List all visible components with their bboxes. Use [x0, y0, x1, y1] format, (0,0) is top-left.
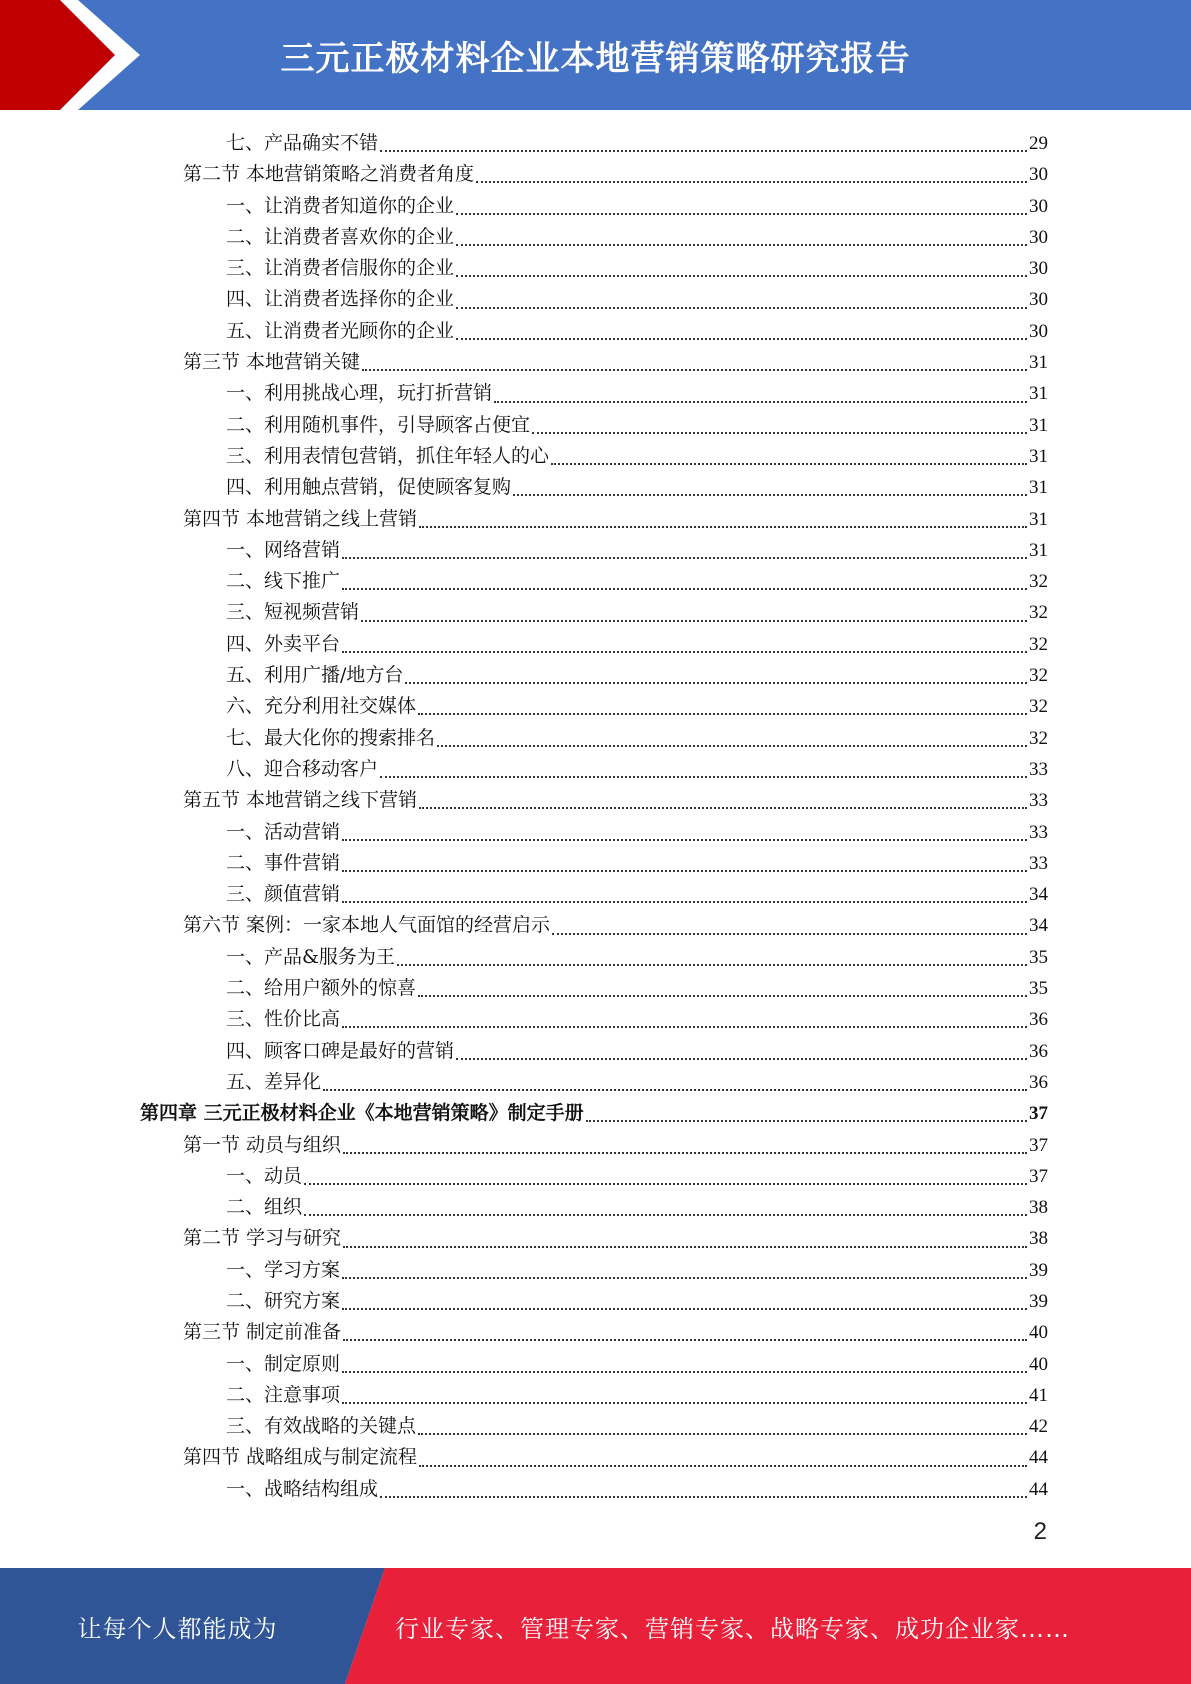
toc-entry-title: 二、注意事项: [226, 1383, 341, 1406]
toc-entry-page: 33: [1029, 790, 1048, 812]
toc-entry-title: 四、让消费者选择你的企业: [226, 288, 455, 311]
toc-dot-leader: [532, 431, 1027, 434]
toc-entry[interactable]: [140, 597, 1048, 628]
toc-entry-page: 30: [1029, 289, 1048, 311]
toc-entry-page: 31: [1029, 352, 1048, 374]
toc-dot-leader: [380, 149, 1027, 152]
toc-entry-title: 三、利用表情包营销，抓住年轻人的心: [226, 444, 550, 467]
toc-entry-title: 二、给用户额外的惊喜: [226, 977, 417, 1000]
toc-entry-title: 七、最大化你的搜索排名: [226, 726, 436, 749]
toc-entry-page: 34: [1029, 915, 1048, 937]
toc-entry-title: 二、组织: [226, 1196, 303, 1219]
toc-entry-title: 一、学习方案: [226, 1258, 341, 1281]
footer-slogan-left: 让每个人都能成为: [77, 1614, 278, 1643]
toc-dot-leader: [437, 744, 1027, 747]
toc-entry-title: 第二节 学习与研究: [183, 1227, 342, 1250]
toc-entry-title: 二、利用随机事件，引导顾客占便宜: [226, 413, 531, 436]
toc-entry[interactable]: [140, 817, 1048, 848]
toc-dot-leader: [405, 681, 1027, 684]
toc-entry-page: 36: [1029, 1040, 1048, 1062]
toc-entry[interactable]: [140, 629, 1048, 660]
toc-entry-page: 35: [1029, 978, 1048, 1000]
toc-dot-leader: [513, 493, 1027, 496]
toc-entry-title: 三、性价比高: [226, 1008, 341, 1031]
toc-entry-page: 31: [1029, 383, 1048, 405]
toc-dot-leader: [342, 1307, 1027, 1310]
toc-entry[interactable]: [140, 128, 1048, 159]
toc-dot-leader: [419, 1464, 1027, 1467]
toc-entry[interactable]: [140, 1067, 1048, 1098]
toc-dot-leader: [380, 1495, 1027, 1498]
toc-entry-title: 三、让消费者信服你的企业: [226, 257, 455, 280]
toc-entry[interactable]: [140, 1098, 1048, 1129]
toc-entry[interactable]: [140, 910, 1048, 941]
toc-entry-title: 六、充分利用社交媒体: [226, 695, 417, 718]
toc-entry-title: 第六节 案例：一家本地人气面馆的经营启示: [183, 914, 551, 937]
toc-dot-leader: [456, 212, 1027, 215]
toc-entry-page: 44: [1029, 1447, 1048, 1469]
toc-entry-page: 30: [1029, 195, 1048, 217]
toc-entry-page: 37: [1029, 1103, 1048, 1125]
toc-entry-page: 33: [1029, 758, 1048, 780]
toc-entry[interactable]: [140, 1192, 1048, 1223]
toc-entry-page: 42: [1029, 1416, 1048, 1438]
toc-dot-leader: [551, 462, 1027, 465]
toc-entry-title: 一、利用挑战心理，玩打折营销: [226, 382, 493, 405]
toc-dot-leader: [342, 838, 1027, 841]
toc-entry[interactable]: [140, 1317, 1048, 1348]
toc-entry[interactable]: [140, 316, 1048, 347]
toc-dot-leader: [418, 1432, 1027, 1435]
toc-entry-page: 41: [1029, 1384, 1048, 1406]
toc-entry[interactable]: [140, 691, 1048, 722]
toc-entry-page: 32: [1029, 696, 1048, 718]
toc-entry-title: 五、让消费者光顾你的企业: [226, 319, 455, 342]
toc-dot-leader: [419, 806, 1027, 809]
toc-entry[interactable]: [140, 378, 1048, 409]
toc-entry[interactable]: [140, 1411, 1048, 1442]
toc-dot-leader: [456, 337, 1027, 340]
toc-dot-leader: [494, 400, 1027, 403]
toc-dot-leader: [342, 869, 1027, 872]
toc-entry-title: 七、产品确实不错: [226, 132, 379, 154]
toc-dot-leader: [456, 243, 1027, 246]
toc-entry[interactable]: [140, 1161, 1048, 1192]
toc-entry-title: 第三节 制定前准备: [183, 1321, 342, 1344]
toc-entry[interactable]: [140, 973, 1048, 1004]
toc-entry-page: 39: [1029, 1259, 1048, 1281]
toc-entry-page: 32: [1029, 571, 1048, 593]
toc-dot-leader: [323, 1088, 1027, 1091]
toc-entry-title: 第四节 战略组成与制定流程: [183, 1446, 418, 1469]
toc-entry[interactable]: [140, 848, 1048, 879]
toc-dot-leader: [342, 1401, 1027, 1404]
toc-entry[interactable]: [140, 1255, 1048, 1286]
header-band: [0, 0, 1191, 110]
toc-entry-page: 34: [1029, 884, 1048, 906]
toc-entry-page: 38: [1029, 1228, 1048, 1250]
toc-entry-page: 36: [1029, 1071, 1048, 1093]
toc-entry-title: 第四章 三元正极材料企业《本地营销策略》制定手册: [140, 1102, 584, 1125]
toc-dot-leader: [476, 180, 1027, 183]
toc-dot-leader: [419, 525, 1027, 528]
toc-entry-page: 31: [1029, 414, 1048, 436]
toc-entry-title: 二、线下推广: [226, 570, 341, 593]
toc-entry[interactable]: [140, 284, 1048, 315]
toc-entry[interactable]: [140, 222, 1048, 253]
toc-dot-leader: [342, 556, 1027, 559]
toc-entry[interactable]: [140, 1474, 1048, 1505]
toc-entry-title: 一、产品&服务为王: [226, 945, 395, 968]
toc-entry[interactable]: [140, 785, 1048, 816]
toc-entry-page: 29: [1029, 133, 1048, 154]
toc-dot-leader: [397, 963, 1027, 966]
toc-entry[interactable]: [140, 191, 1048, 222]
toc-entry[interactable]: [140, 159, 1048, 190]
toc-entry-page: 33: [1029, 821, 1048, 843]
toc-dot-leader: [342, 650, 1027, 653]
toc-entry-title: 一、动员: [226, 1164, 303, 1187]
toc-entry-title: 四、顾客口碑是最好的营销: [226, 1039, 455, 1062]
toc-entry-title: 一、让消费者知道你的企业: [226, 194, 455, 217]
toc-dot-leader: [456, 306, 1027, 309]
toc-entry[interactable]: [140, 723, 1048, 754]
toc-entry[interactable]: [140, 1130, 1048, 1161]
toc-entry[interactable]: [140, 410, 1048, 441]
toc-entry-page: 37: [1029, 1134, 1048, 1156]
toc-entry-title: 一、活动营销: [226, 820, 341, 843]
toc-entry[interactable]: [140, 253, 1048, 284]
toc-entry-title: 一、网络营销: [226, 538, 341, 561]
toc-dot-leader: [456, 274, 1027, 277]
toc-dot-leader: [418, 712, 1027, 715]
toc-dot-leader: [586, 1119, 1027, 1122]
toc-entry-page: 30: [1029, 226, 1048, 248]
toc-entry[interactable]: [140, 535, 1048, 566]
toc-dot-leader: [380, 775, 1027, 778]
toc-entry[interactable]: [140, 1004, 1048, 1035]
toc-entry-title: 五、差异化: [226, 1070, 322, 1093]
toc-dot-leader: [552, 932, 1027, 935]
toc-dot-leader: [418, 994, 1027, 997]
toc-entry-page: 31: [1029, 539, 1048, 561]
toc-entry-page: 32: [1029, 727, 1048, 749]
toc-entry-page: 30: [1029, 258, 1048, 280]
toc-entry[interactable]: [140, 441, 1048, 472]
toc-dot-leader: [342, 900, 1027, 903]
report-title: 三元正极材料企业本地营销策略研究报告: [280, 38, 911, 79]
toc-entry[interactable]: [140, 1036, 1048, 1067]
toc-entry[interactable]: [140, 1380, 1048, 1411]
toc-dot-leader: [362, 368, 1027, 371]
toc-entry-title: 第四节 本地营销之线上营销: [183, 507, 418, 530]
toc-entry[interactable]: [140, 879, 1048, 910]
toc-entry-page: 40: [1029, 1353, 1048, 1375]
toc-dot-leader: [343, 1245, 1027, 1248]
toc-entry-page: 30: [1029, 164, 1048, 186]
toc-entry-title: 三、有效战略的关键点: [226, 1415, 417, 1438]
toc-entry[interactable]: [140, 660, 1048, 691]
footer-band: [0, 1568, 1191, 1684]
toc-entry-page: 40: [1029, 1322, 1048, 1344]
toc-entry-page: 37: [1029, 1165, 1048, 1187]
toc-entry-page: 39: [1029, 1290, 1048, 1312]
toc-dot-leader: [342, 1370, 1027, 1373]
toc-entry-title: 四、利用触点营销，促使顾客复购: [226, 476, 512, 499]
toc-entry[interactable]: [140, 1349, 1048, 1380]
toc-entry-page: 44: [1029, 1478, 1048, 1500]
toc-dot-leader: [304, 1182, 1027, 1185]
toc-entry[interactable]: [140, 566, 1048, 597]
toc-entry-page: 35: [1029, 946, 1048, 968]
toc-entry-title: 第一节 动员与组织: [183, 1133, 342, 1156]
footer-slogan-right: 行业专家、管理专家、营销专家、战略专家、成功企业家……: [395, 1614, 1070, 1643]
toc-entry-title: 第三节 本地营销关键: [183, 351, 361, 374]
page-number: 2: [1033, 1518, 1047, 1545]
toc-entry[interactable]: [140, 472, 1048, 503]
toc-entry-title: 三、颜值营销: [226, 883, 341, 906]
toc-entry-page: 38: [1029, 1197, 1048, 1219]
toc-entry-page: 32: [1029, 665, 1048, 687]
toc-entry-page: 32: [1029, 633, 1048, 655]
toc-dot-leader: [342, 1025, 1027, 1028]
toc-entry-title: 五、利用广播/地方台: [226, 664, 404, 687]
toc-entry-page: 31: [1029, 477, 1048, 499]
toc-entry-page: 31: [1029, 508, 1048, 530]
toc-entry-title: 四、外卖平台: [226, 632, 341, 655]
toc-entry-title: 三、短视频营销: [226, 601, 360, 624]
header-arrow-decoration: [0, 0, 160, 110]
toc-entry-title: 二、研究方案: [226, 1289, 341, 1312]
toc-entry-title: 一、战略结构组成: [226, 1477, 379, 1500]
toc-entry-title: 八、迎合移动客户: [226, 757, 379, 780]
toc-entry[interactable]: [140, 1286, 1048, 1317]
toc-entry[interactable]: [140, 942, 1048, 973]
toc-entry[interactable]: [140, 504, 1048, 535]
toc-entry-title: 二、让消费者喜欢你的企业: [226, 225, 455, 248]
toc-entry-page: 32: [1029, 602, 1048, 624]
toc-entry-page: 30: [1029, 320, 1048, 342]
toc-dot-leader: [343, 1151, 1027, 1154]
toc-dot-leader: [456, 1057, 1027, 1060]
toc-entry-title: 第五节 本地营销之线下营销: [183, 789, 418, 812]
toc-entry[interactable]: [140, 347, 1048, 378]
toc-entry-page: 36: [1029, 1009, 1048, 1031]
toc-entry-title: 二、事件营销: [226, 851, 341, 874]
toc-dot-leader: [361, 619, 1027, 622]
toc-dot-leader: [343, 1338, 1027, 1341]
toc-entry[interactable]: [140, 1442, 1048, 1473]
toc-entry[interactable]: [140, 754, 1048, 785]
table-of-contents: [140, 128, 1048, 1505]
toc-entry[interactable]: [140, 1223, 1048, 1254]
toc-dot-leader: [304, 1213, 1027, 1216]
toc-entry-title: 一、制定原则: [226, 1352, 341, 1375]
toc-entry-title: 第二节 本地营销策略之消费者角度: [183, 163, 475, 186]
toc-entry-page: 31: [1029, 445, 1048, 467]
toc-dot-leader: [342, 1276, 1027, 1279]
toc-entry-page: 33: [1029, 852, 1048, 874]
toc-dot-leader: [342, 587, 1027, 590]
